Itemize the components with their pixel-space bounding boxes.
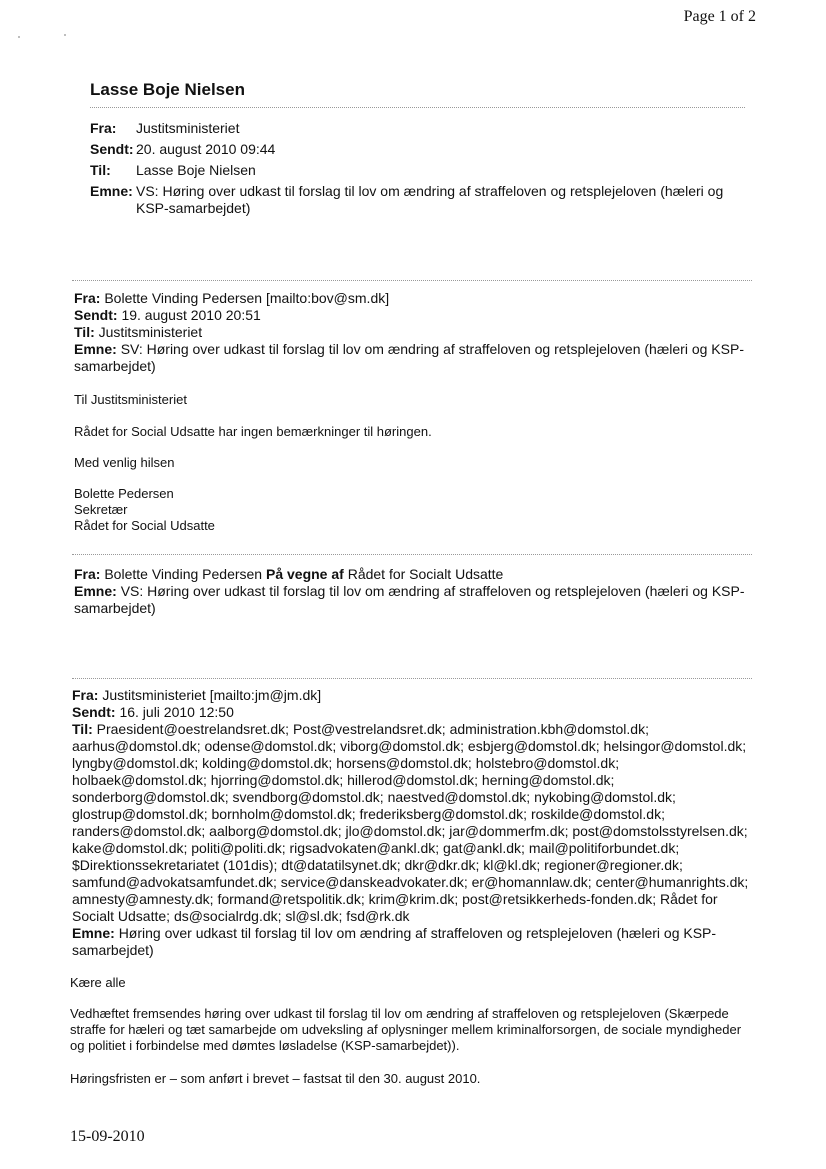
message1-closing: Med venlig hilsen	[74, 455, 175, 470]
message3-meta	[72, 687, 754, 959]
message1-sent: Sendt: 19. august 2010 20:51	[74, 307, 261, 323]
header-sent-row	[90, 141, 750, 162]
header-to-row	[90, 162, 750, 183]
signature-name: Bolette Pedersen	[74, 486, 174, 501]
from-label: Fra:	[90, 120, 117, 136]
to-value: Lasse Boje Nielsen	[136, 162, 256, 178]
message2-from: Fra: Bolette Vinding Pedersen På vegne af Rådet for Socialt Udsatte	[74, 566, 504, 582]
message3-greeting: Kære alle	[70, 975, 126, 990]
scan-speck	[18, 36, 20, 38]
message1-from: Fra: Bolette Vinding Pedersen [mailto:bov@sm.dk]	[74, 290, 390, 306]
page-number: Page 1 of 2	[683, 8, 756, 25]
header-subject-row	[90, 183, 750, 221]
message1-subject: Emne: SV: Høring over udkast til forslag til lov om ændring af straffeloven og retsplejeloven (hæleri og KSP-samarbejdet)	[74, 341, 744, 374]
scan-speck	[64, 34, 66, 36]
recipient-name: Lasse Boje Nielsen	[90, 80, 245, 99]
signature-title: Sekretær	[74, 502, 128, 517]
message2-subject: Emne: VS: Høring over udkast til forslag til lov om ændring af straffeloven og retsplejeloven (hæleri og KSP-samarbejdet)	[74, 583, 745, 616]
message1-greeting: Til Justitsministeriet	[74, 392, 187, 407]
message3-subject: Emne: Høring over udkast til forslag til lov om ændring af straffeloven og retsplejeloven (hæleri og KSP-samarbejdet)	[72, 925, 717, 958]
from-value: Justitsministeriet	[136, 120, 240, 136]
footer-date: 15-09-2010	[70, 1128, 145, 1145]
message3-to: Til: Praesident@oestrelandsret.dk; Post@vestrelandsret.dk; administration.kbh@domstol.dk; aarhus@domstol.dk; odense@domstol.dk; viborg@domstol.dk; esbjerg@domstol.dk; helsingor@domstol.dk; lyngby@domstol.dk; kolding@domstol.dk; horsens@domstol.dk; holstebro@domstol.dk; holbaek@domstol.dk; hjorring@domstol.dk; hillerod@domstol.dk; herning@domstol.dk; sonderborg@domstol.dk; svendborg@domstol.dk; naestved@domstol.dk; nykobing@domstol.dk; glostrup@domstol.dk; bornholm@domstol.dk; frederiksberg@domstol.dk; roskilde@domstol.dk; randers@domstol.dk; aalborg@domstol.dk; jlo@domstol.dk; jar@dommerfm.dk; post@domstolsstyrelsen.dk; kake@domstol.dk; politi@politi.dk; rigsadvokaten@ankl.dk; gat@ankl.dk; mail@politiforbundet.dk; $Direktionssekretariatet (101dis); dt@datatilsynet.dk; dkr@dkr.dk; kl@kl.dk; regioner@regioner.dk; samfund@advokatsamfundet.dk; service@danskeadvokater.dk; er@homannlaw.dk; center@humanrights.dk; amnesty@amnesty.dk; formand@retspolitik.dk; krim@krim.dk; post@retsikkerheds-fonden.dk; Rådet for Socialt Udsatte; ds@socialrdg.dk; sl@sl.dk; fsd@rk.dk	[72, 721, 749, 924]
message3-body: Vedhæftet fremsendes høring over udkast til forslag til lov om ændring af straffeloven og retsplejeloven (Skærpede straffe for hæleri og tæt samarbejde om udveksling af oplysninger mellem kriminalforsorgen, de sociale myndigheder og politiet i forbindelse med dømtes løsladelse (KSP-samarbejdet)).	[70, 1006, 742, 1053]
message3-from: Fra: Justitsministeriet [mailto:jm@jm.dk]	[72, 687, 322, 703]
message1-to: Til: Justitsministeriet	[74, 324, 203, 340]
message2-meta	[74, 566, 754, 617]
subject-label: Emne:	[90, 183, 133, 199]
sent-label: Sendt:	[90, 141, 134, 157]
header-from-row	[90, 120, 750, 141]
message3-sent: Sendt: 16. juli 2010 12:50	[72, 704, 234, 720]
message1-body: Rådet for Social Udsatte har ingen bemærkninger til høringen.	[74, 424, 432, 439]
message1-signature	[74, 486, 215, 534]
divider	[90, 107, 745, 108]
signature-org: Rådet for Social Udsatte	[74, 518, 215, 533]
to-label: Til:	[90, 162, 111, 178]
email-header	[90, 120, 750, 221]
message1-meta	[74, 290, 754, 375]
divider	[72, 678, 752, 679]
divider	[72, 554, 752, 555]
sent-value: 20. august 2010 09:44	[136, 141, 276, 157]
message3-deadline: Høringsfristen er – som anført i brevet – fastsat til den 30. august 2010.	[70, 1071, 481, 1086]
divider	[72, 280, 752, 281]
subject-value: VS: Høring over udkast til forslag til lov om ændring af straffeloven og retsplejeloven (hæleri og KSP-samarbejdet)	[136, 183, 724, 216]
